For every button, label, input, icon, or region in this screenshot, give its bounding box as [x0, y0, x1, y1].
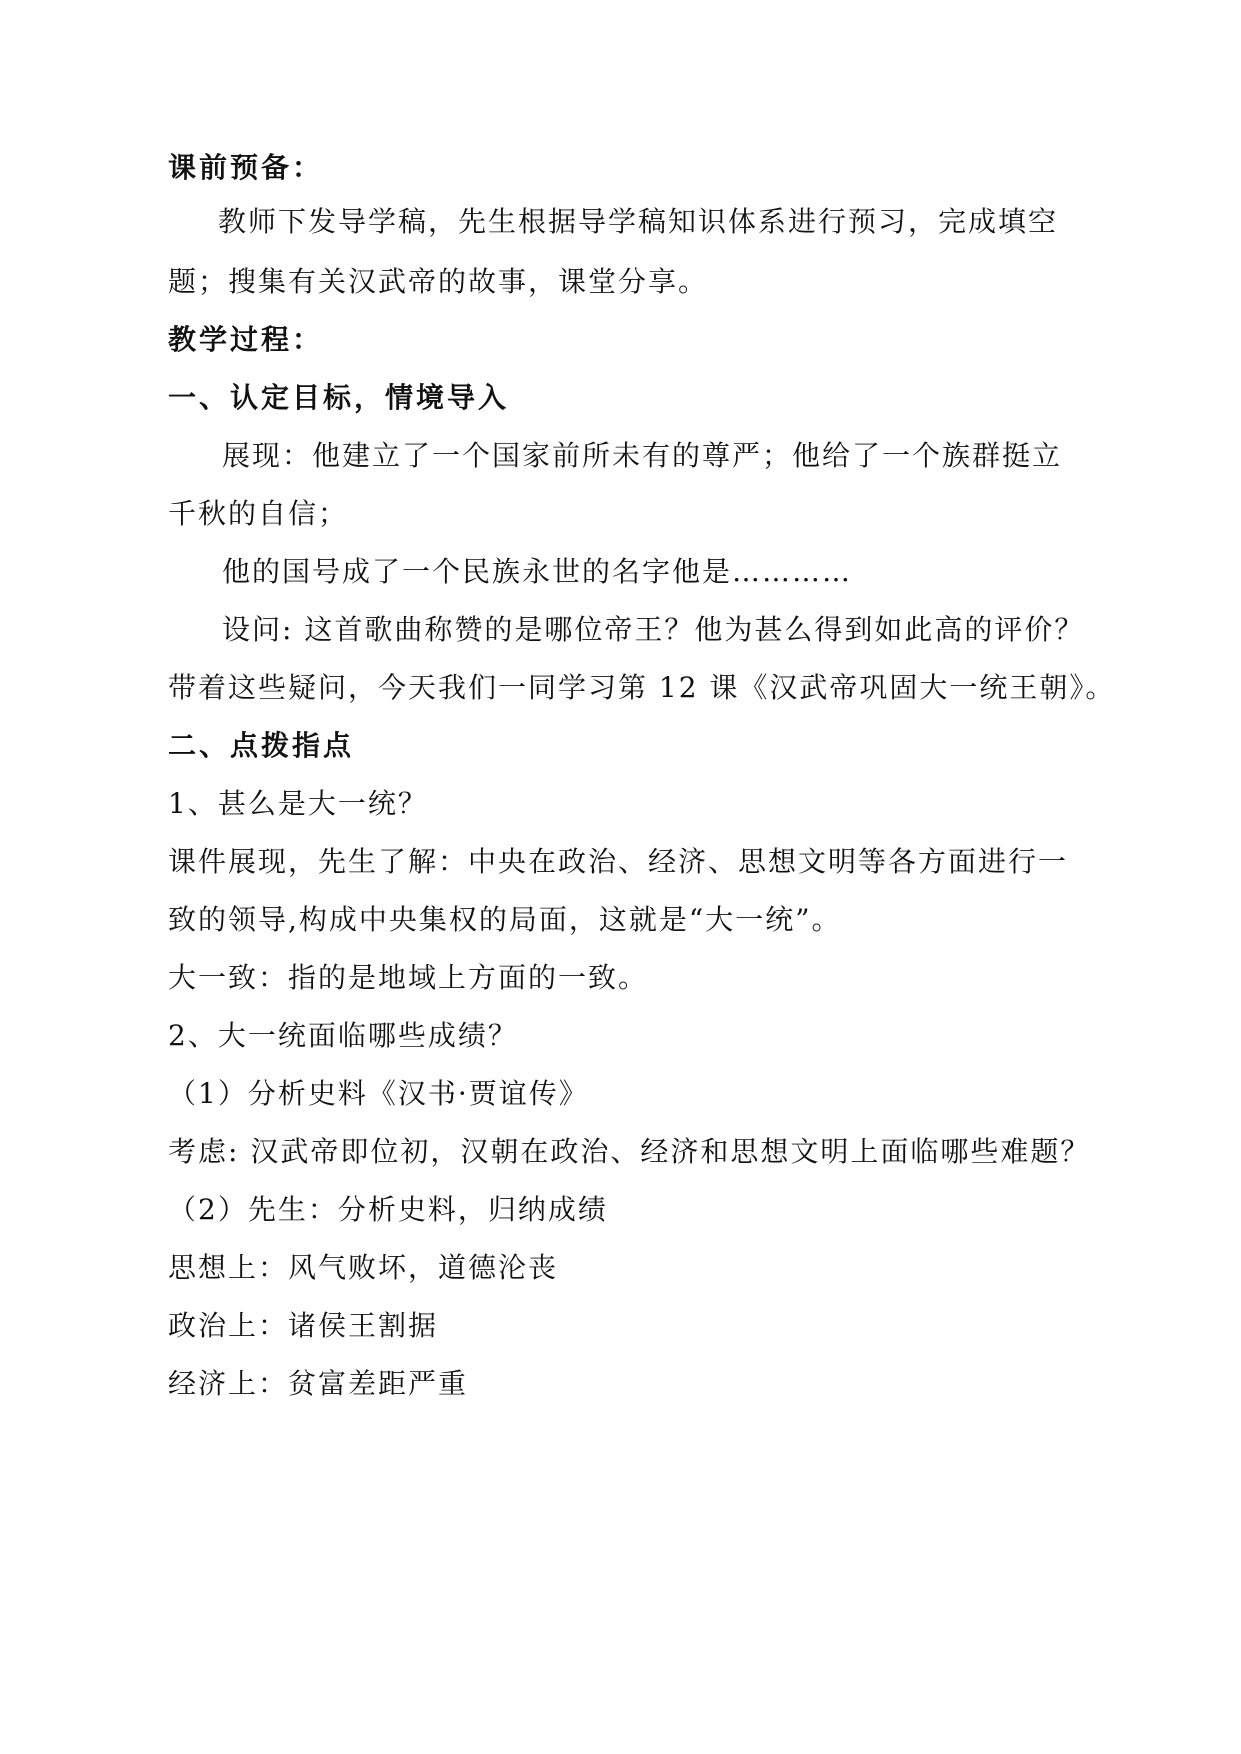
section-1-title: 一、认定目标，情境导入 — [168, 381, 510, 414]
heading-prep: 课前预备： — [168, 151, 324, 184]
show-line-2: 千秋的自信； — [168, 497, 349, 530]
prep-paragraph-line-1: 教师下发导学稿，先生根据导学稿知识体系进行预习，完成填空 — [218, 205, 1059, 238]
courseware-line-1: 课件展现，先生了解：中央在政治、经济、思想文明等各方面进行一 — [168, 845, 1069, 878]
da-yizhi-definition: 大一致：指的是地域上方面的一致。 — [168, 961, 649, 994]
heading-process: 教学过程： — [168, 323, 324, 356]
consider-question: 考虑: 汉武帝即位初，汉朝在政治、经济和思想文明上面临哪些难题？ — [168, 1135, 1091, 1168]
politics-issue: 政治上：诸侯王割据 — [168, 1309, 439, 1342]
analysis-1: （1）分析史料《汉书·贾谊传》 — [168, 1077, 589, 1110]
show-line-3: 他的国号成了一个民族永世的名字他是………… — [222, 555, 853, 588]
economy-issue: 经济上：贫富差距严重 — [168, 1367, 469, 1400]
thought-issue: 思想上：风气败坏，道德沦丧 — [168, 1251, 559, 1284]
question-2: 2、大一统面临哪些成绩？ — [168, 1019, 518, 1052]
section-2-title: 二、点拨指点 — [168, 729, 355, 762]
ask-line-1: 设问: 这首歌曲称赞的是哪位帝王？他为甚么得到如此高的评价？ — [222, 613, 1085, 646]
prep-paragraph-line-2: 题；搜集有关汉武帝的故事，课堂分享。 — [168, 265, 709, 298]
courseware-line-2: 致的领导,构成中央集权的局面，这就是“大一统”。 — [168, 903, 842, 936]
analysis-2: （2）先生：分析史料，归纳成绩 — [168, 1193, 608, 1226]
show-line-1: 展现：他建立了一个国家前所未有的尊严；他给了一个族群挺立 — [222, 439, 1063, 472]
question-1: 1、甚么是大一统？ — [168, 787, 428, 820]
ask-line-2: 带着这些疑问，今天我们一同学习第 12 课《汉武帝巩固大一统王朝》。 — [168, 671, 1116, 704]
